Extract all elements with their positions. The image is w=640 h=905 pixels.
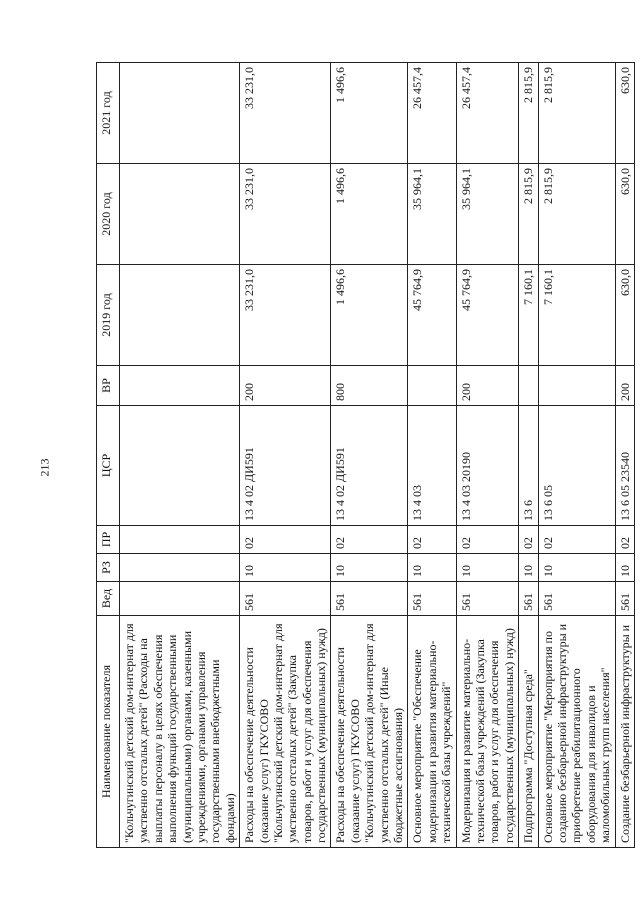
vr-cell: 200 — [456, 366, 519, 406]
value-2019-cell: 45 764,9 — [456, 265, 519, 366]
csr-cell: 13 6 05 23540 — [615, 406, 634, 526]
header-cell: Наименование показателя — [97, 616, 120, 848]
ved-cell: 561 — [456, 582, 519, 616]
rotated-table-container — [96, 63, 632, 848]
value-2020-cell: 35 964,1 — [408, 164, 456, 265]
value-2021-cell: 1 496,6 — [331, 63, 408, 164]
value-2021-cell: 2 815,9 — [519, 63, 538, 164]
header-cell: Вед — [97, 582, 120, 616]
table-row — [408, 63, 456, 848]
csr-cell: 13 4 03 — [408, 406, 456, 526]
table-row — [538, 63, 615, 848]
rz-cell: 10 — [240, 554, 331, 582]
ved-cell: 561 — [519, 582, 538, 616]
table-row — [331, 63, 408, 848]
vr-cell: 200 — [615, 366, 634, 406]
value-2019-cell: 630,0 — [615, 265, 634, 366]
csr-cell: 13 4 03 20190 — [456, 406, 519, 526]
csr-cell: 13 6 — [519, 406, 538, 526]
value-2021-cell — [120, 63, 240, 164]
name-cell: Расходы на обеспечение деятельности (оказание услуг) ГКУСОВО "Кольчугинский детский дом-интернат для умственно отсталых детей" (Закупка товаров, работ и услуг для обеспечения государственных (муниципальных) нужд) — [240, 616, 331, 848]
csr-cell: 13 4 02 ДИ591 — [331, 406, 408, 526]
budget-table — [96, 62, 635, 848]
header-cell: ВР — [97, 366, 120, 406]
rz-cell: 10 — [456, 554, 519, 582]
vr-cell — [538, 366, 615, 406]
name-cell: Подпрограмма "Доступная среда" — [519, 616, 538, 848]
header-cell: 2021 год — [97, 63, 120, 164]
table-row — [240, 63, 331, 848]
header-cell: 2020 год — [97, 164, 120, 265]
value-2019-cell: 7 160,1 — [538, 265, 615, 366]
value-2021-cell: 630,0 — [615, 63, 634, 164]
value-2021-cell: 26 457,4 — [408, 63, 456, 164]
value-2020-cell: 630,0 — [615, 164, 634, 265]
value-2021-cell: 2 815,9 — [538, 63, 615, 164]
value-2019-cell: 33 231,0 — [240, 265, 331, 366]
ved-cell: 561 — [538, 582, 615, 616]
ved-cell — [120, 582, 240, 616]
value-2020-cell: 2 815,9 — [538, 164, 615, 265]
pr-cell — [120, 526, 240, 554]
ved-cell: 561 — [331, 582, 408, 616]
rz-cell: 10 — [331, 554, 408, 582]
name-cell: Модернизация и развитие материально-технической базы учреждений (Закупка товаров, работ и услуг для обеспечения государственных (муниципальных) нужд) — [456, 616, 519, 848]
header-cell: ПР — [97, 526, 120, 554]
name-cell: Основное мероприятие "Обеспечение модернизации и развития материально-технической базы учреждений" — [408, 616, 456, 848]
ved-cell: 561 — [408, 582, 456, 616]
table-row — [456, 63, 519, 848]
pr-cell: 02 — [240, 526, 331, 554]
name-cell: Основное мероприятие "Мероприятия по созданию безбарьерной инфраструктуры и приобретение реабилитационного оборудования для инвалидов и маломобильных групп населения" — [538, 616, 615, 848]
pr-cell: 02 — [331, 526, 408, 554]
csr-cell: 13 6 05 — [538, 406, 615, 526]
header-cell: 2019 год — [97, 265, 120, 366]
table-header-row — [97, 63, 120, 848]
value-2021-cell: 26 457,4 — [456, 63, 519, 164]
vr-cell — [408, 366, 456, 406]
name-cell: "Кольчугинский детский дом-интернат для умственно отсталых детей" (Расходы на выплаты персоналу в целях обеспечения выполнения функций государственными (муниципальными) органами, казенными учреждениями, органами управления государственными внебюджетными фондами) — [120, 616, 240, 848]
header-cell: РЗ — [97, 554, 120, 582]
rz-cell: 10 — [519, 554, 538, 582]
vr-cell: 200 — [240, 366, 331, 406]
ved-cell: 561 — [240, 582, 331, 616]
rz-cell — [120, 554, 240, 582]
table-row — [120, 63, 240, 848]
rz-cell: 10 — [538, 554, 615, 582]
name-cell: Создание безбарьерной инфраструктуры и — [615, 616, 634, 848]
vr-cell: 800 — [331, 366, 408, 406]
pr-cell: 02 — [456, 526, 519, 554]
rz-cell: 10 — [408, 554, 456, 582]
value-2021-cell: 33 231,0 — [240, 63, 331, 164]
pr-cell: 02 — [538, 526, 615, 554]
page-number: 213 — [37, 458, 52, 477]
table-row — [615, 63, 634, 848]
csr-cell: 13 4 02 ДИ591 — [240, 406, 331, 526]
value-2020-cell: 33 231,0 — [240, 164, 331, 265]
value-2019-cell: 45 764,9 — [408, 265, 456, 366]
value-2019-cell: 7 160,1 — [519, 265, 538, 366]
value-2020-cell: 1 496,6 — [331, 164, 408, 265]
pr-cell: 02 — [408, 526, 456, 554]
csr-cell — [120, 406, 240, 526]
value-2019-cell — [120, 265, 240, 366]
header-cell: ЦСР — [97, 406, 120, 526]
value-2019-cell: 1 496,6 — [331, 265, 408, 366]
name-cell: Расходы на обеспечение деятельности (оказание услуг) ГКУСОВО "Кольчугинский детский дом-интернат для умственно отсталых детей" (Иные бюджетные ассигнования) — [331, 616, 408, 848]
table-row — [519, 63, 538, 848]
pr-cell: 02 — [519, 526, 538, 554]
vr-cell — [120, 366, 240, 406]
value-2020-cell — [120, 164, 240, 265]
rz-cell: 10 — [615, 554, 634, 582]
ved-cell: 561 — [615, 582, 634, 616]
value-2020-cell: 35 964,1 — [456, 164, 519, 265]
value-2020-cell: 2 815,9 — [519, 164, 538, 265]
pr-cell: 02 — [615, 526, 634, 554]
vr-cell — [519, 366, 538, 406]
